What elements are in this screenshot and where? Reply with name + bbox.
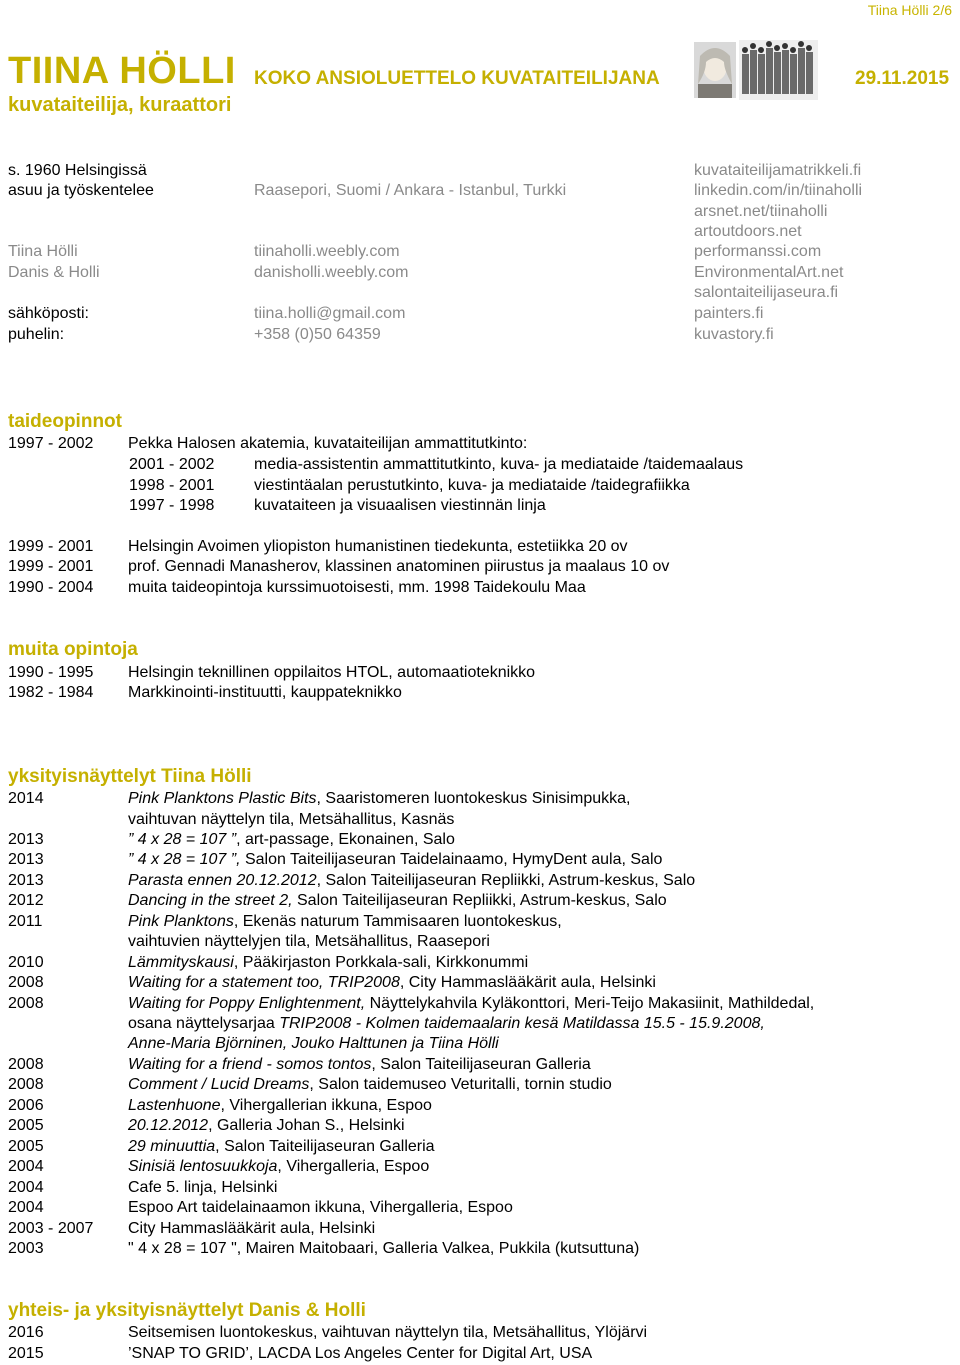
exhibition-venue: , Vihergallerian ikkuna, Espoo: [220, 1096, 432, 1114]
exhibition-venue: Espoo Art taidelainaamon ikkuna, Vihergalleria, Espoo: [128, 1199, 513, 1216]
exhibition-venue: , art-passage, Ekonainen, Salo: [236, 830, 455, 848]
exhibition-title: Waiting for a friend - somos tontos: [128, 1055, 372, 1073]
exhibition-title: Waiting for Poppy Enlightenment,: [128, 994, 366, 1012]
exhibition-venue: , Salon Taiteilijaseuran Galleria: [215, 1137, 435, 1155]
year: 1999 - 2001: [8, 538, 94, 555]
exhibition-title: Waiting for a statement too, TRIP2008: [128, 974, 400, 991]
exhibition-venue: , Galleria Johan S., Helsinki: [208, 1117, 405, 1135]
exhibition-text: [128, 831, 455, 849]
section-heading-yksityisnayttelyt: yksityisnäyttelyt Tiina Hölli: [8, 766, 252, 787]
exhibition-text: [128, 974, 656, 992]
entry-text: viestintäalan perustutkinto, kuva- ja mediataide /taidegrafiikka: [254, 477, 690, 494]
exhibition-title: Sinisiä lentosuukkoja: [128, 1158, 278, 1176]
year: 1997 - 2002: [8, 435, 94, 452]
exhibition-venue: , Ekenäs naturum Tammisaaren luontokeskus,: [233, 912, 562, 930]
year: 2013: [8, 851, 44, 869]
exhibition-text: [128, 1015, 765, 1033]
entry-text: media-assistentin ammattitutkinto, kuva- ja mediataide /taidemaalaus: [254, 456, 744, 473]
exhibition-title: Parasta ennen 20.12.2012: [128, 871, 317, 889]
exhibition-title: Lämmityskausi: [128, 953, 234, 971]
link-arsnet[interactable]: arsnet.net/tiinaholli: [694, 203, 828, 220]
exhibition-text: [128, 954, 528, 972]
exhibition-title: 29 minuuttia: [128, 1137, 216, 1155]
year: 2008: [8, 994, 44, 1012]
entry-text: ’SNAP TO GRID’, LACDA Los Angeles Center for Digital Art, USA: [128, 1345, 593, 1362]
exhibition-text: [128, 1056, 591, 1074]
exhibition-text: [128, 790, 630, 808]
exhibition-venue: Salon Taiteilijaseuran Taidelainaamo, HymyDent aula, Salo: [240, 851, 663, 869]
exhibition-title: ” 4 x 28 = 107 ”: [128, 830, 237, 848]
exhibition-series-title: TRIP2008 - Kolmen taidemaalarin kesä Matildassa 15.5 - 15.9.2008,: [279, 1015, 765, 1032]
exhibition-text: [128, 1076, 612, 1094]
year: 2013: [8, 871, 44, 889]
year: 1998 - 2001: [129, 477, 215, 494]
year: 2004: [8, 1199, 44, 1216]
year: 2004: [8, 1158, 44, 1176]
entry-text: prof. Gennadi Manasherov, klassinen anatominen piirustus ja maalaus 10 ov: [128, 558, 670, 575]
year: 1999 - 2001: [8, 558, 94, 575]
exhibition-text: [128, 1179, 277, 1197]
link-kuvataiteilijamatrikkeli[interactable]: kuvataiteilijamatrikkeli.fi: [694, 162, 862, 179]
exhibition-venue: , City Hammaslääkärit aula, Helsinki: [399, 974, 656, 991]
entry-text: Pekka Halosen akatemia, kuvataiteilijan ammattitutkinto:: [128, 435, 528, 452]
exhibition-text: [128, 913, 562, 931]
header-photos: [694, 40, 818, 102]
exhibition-title: Anne-Maria Björninen, Jouko Halttunen ja Tiina Hölli: [128, 1035, 499, 1053]
year: 2001 - 2002: [129, 456, 215, 473]
exhibition-venue: osana näyttelysarjaa: [128, 1015, 280, 1032]
year: 2011: [8, 912, 43, 930]
exhibition-text: [128, 933, 490, 951]
exhibition-venue: Cafe 5. linja, Helsinki: [128, 1178, 278, 1196]
year: 2003 - 2007: [8, 1219, 94, 1237]
document-title: KOKO ANSIOLUETTELO KUVATAITEILIJANA: [254, 68, 660, 89]
entry-text: Helsingin Avoimen yliopiston humanistinen tiedekunta, estetiikka 20 ov: [128, 538, 628, 555]
site2-label: Danis & Holli: [8, 264, 100, 281]
year: 2004: [8, 1178, 44, 1196]
link-painters[interactable]: painters.fi: [694, 305, 764, 322]
exhibition-text: [128, 1035, 499, 1053]
exhibition-venue: , Vihergalleria, Espoo: [277, 1158, 430, 1176]
exhibition-text: [128, 851, 662, 869]
exhibition-title: Pink Planktons Plastic Bits: [128, 790, 317, 807]
phone-label: puhelin:: [8, 326, 65, 343]
exhibition-title: 20.12.2012: [128, 1117, 209, 1135]
year: 2006: [8, 1096, 44, 1114]
email-link[interactable]: tiina.holli@gmail.com: [254, 305, 406, 322]
exhibition-venue: Näyttelykahvila Kyläkonttori, Meri-Teijo Makasiinit, Mathildedal,: [365, 994, 815, 1012]
section-heading-muita-opintoja: muita opintoja: [8, 639, 138, 660]
exhibition-text: [128, 892, 667, 910]
exhibition-text: [128, 1199, 513, 1217]
exhibition-title: Lastenhuone: [128, 1096, 221, 1114]
link-kuvastory[interactable]: kuvastory.fi: [694, 326, 774, 343]
year: 1990 - 1995: [8, 664, 94, 681]
artist-name: TIINA HÖLLI: [8, 50, 236, 92]
exhibition-venue: , Pääkirjaston Porkkala-sali, Kirkkonummi: [233, 953, 529, 971]
site2-link[interactable]: danisholli.weebly.com: [254, 264, 409, 281]
year: 1997 - 1998: [129, 497, 215, 514]
year: 2013: [8, 830, 44, 848]
year: 2008: [8, 1076, 44, 1094]
lives-label: asuu ja työskentelee: [8, 182, 154, 199]
exhibition-text: [128, 1097, 432, 1115]
exhibition-venue: Salon Taiteilijaseuran Repliikki, Astrum-keskus, Salo: [292, 892, 667, 910]
phone-value: +358 (0)50 64359: [254, 326, 381, 343]
link-artoutdoors[interactable]: artoutdoors.net: [694, 223, 802, 240]
exhibition-venue: vaihtuvan näyttelyn tila, Metsähallitus, Kasnäs: [128, 810, 455, 828]
exhibition-venue: vaihtuvien näyttelyjen tila, Metsähallitus, Raasepori: [128, 933, 490, 951]
entry-text: kuvataiteen ja visuaalisen viestinnän linja: [254, 497, 546, 514]
exhibition-venue: " 4 x 28 = 107 ", Mairen Maitobaari, Galleria Valkea, Pukkila (kutsuttuna): [128, 1239, 640, 1257]
year: 2008: [8, 974, 44, 991]
link-environmentalart[interactable]: EnvironmentalArt.net: [694, 264, 844, 281]
exhibition-venue: , Salon taidemuseo Veturitalli, tornin studio: [309, 1076, 612, 1094]
exhibition-title: ” 4 x 28 = 107 ”,: [128, 851, 241, 869]
link-salontaiteilijaseura[interactable]: salontaiteilijaseura.fi: [694, 284, 839, 301]
exhibition-text: [128, 872, 695, 890]
year: 1982 - 1984: [8, 684, 94, 701]
exhibition-venue: City Hammaslääkärit aula, Helsinki: [128, 1219, 376, 1237]
lives-value: Raasepori, Suomi / Ankara - Istanbul, Turkki: [254, 182, 567, 199]
year: 2014: [8, 790, 44, 807]
exhibition-title: Dancing in the street 2,: [128, 892, 293, 910]
year: 2012: [8, 892, 44, 910]
exhibition-venue: , Saaristomeren luontokeskus Sinisimpukka,: [316, 790, 631, 807]
exhibition-title: Pink Planktons: [128, 912, 234, 930]
exhibition-title: Comment / Lucid Dreams: [128, 1076, 310, 1094]
link-performanssi[interactable]: performanssi.com: [694, 243, 822, 260]
exhibition-text: [128, 811, 454, 829]
link-linkedin[interactable]: linkedin.com/in/tiinaholli: [694, 182, 863, 199]
exhibition-text: [128, 995, 814, 1013]
exhibition-venue: , Salon Taiteilijaseuran Repliikki, Astrum-keskus, Salo: [316, 871, 696, 889]
year: 2003: [8, 1239, 44, 1257]
exhibition-venue: , Salon Taiteilijaseuran Galleria: [371, 1055, 591, 1073]
entry-text: Helsingin teknillinen oppilaitos HTOL, automaatioteknikko: [128, 664, 536, 681]
year: 1990 - 2004: [8, 579, 94, 596]
section-heading-yhteisnayttelyt: yhteis- ja yksityisnäyttelyt Danis & Holli: [8, 1300, 366, 1321]
exhibition-text: [128, 1158, 429, 1176]
year: 2005: [8, 1117, 44, 1135]
section-heading-taideopinnot: taideopinnot: [8, 411, 122, 432]
document-date: 29.11.2015: [855, 68, 950, 89]
entry-text: Markkinointi-instituutti, kauppateknikko: [128, 684, 402, 701]
exhibition-text: [128, 1117, 405, 1135]
artist-subtitle: kuvataiteilija, kuraattori: [8, 94, 232, 116]
page-info: Tiina Hölli 2/6: [867, 2, 952, 18]
year: 2016: [8, 1324, 44, 1341]
exhibition-text: [128, 1220, 375, 1238]
entry-text: Seitsemisen luontokeskus, vaihtuvan näyttelyn tila, Metsähallitus, Ylöjärvi: [128, 1324, 648, 1341]
year: 2005: [8, 1137, 44, 1155]
exhibition-text: [128, 1240, 639, 1258]
year: 2010: [8, 953, 44, 971]
site1-link[interactable]: tiinaholli.weebly.com: [254, 243, 400, 260]
year: 2008: [8, 1055, 44, 1073]
year: 2015: [8, 1345, 44, 1362]
born-text: s. 1960 Helsingissä: [8, 162, 147, 179]
email-label: sähköposti:: [8, 305, 89, 322]
site1-label: Tiina Hölli: [8, 243, 78, 260]
entry-text: muita taideopintoja kurssimuotoisesti, mm. 1998 Taidekoulu Maa: [128, 579, 586, 596]
exhibition-text: [128, 1138, 435, 1156]
